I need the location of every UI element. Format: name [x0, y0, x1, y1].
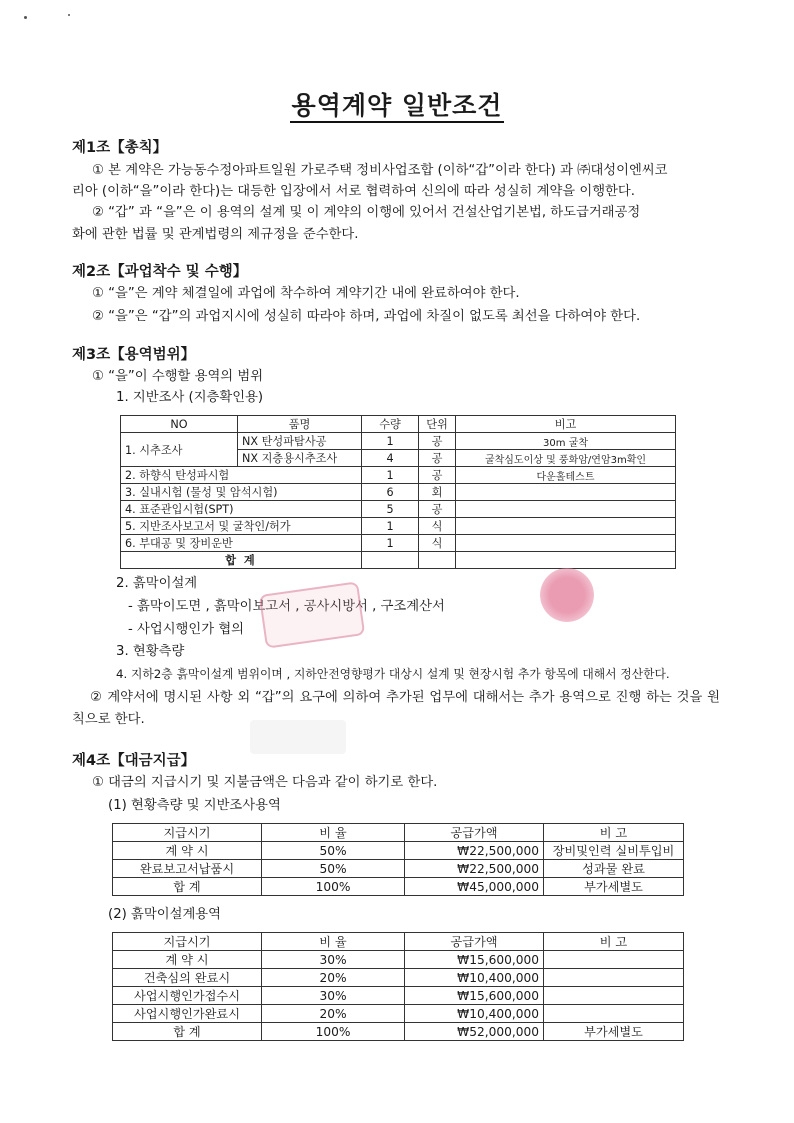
- item-name: NX 탄성파탐사공: [238, 433, 362, 450]
- unit: 회: [419, 484, 456, 501]
- note: [544, 1005, 684, 1023]
- note: 30m 굴착: [456, 433, 676, 450]
- article-3-heading: 제3조【용역범위】: [72, 347, 196, 363]
- quantity: 4: [362, 450, 419, 467]
- article-3-sub-4: 4. 지하2층 흙막이설계 범위이며 , 지하안전영향평가 대상시 설계 및 현장시험 추가 항목에 대해서 정산한다.: [116, 667, 670, 681]
- article-4-para-1: ① 대금의 지급시기 및 지불금액은 다음과 같이 하기로 한다.: [92, 775, 438, 790]
- article-3-sub-1: 1. 지반조사 (지층확인용): [116, 390, 264, 405]
- table-header: 비 고: [544, 933, 684, 951]
- amount: ₩52,000,000: [405, 1023, 544, 1041]
- ground-survey-table: [120, 415, 676, 569]
- payment-time: 건축심의 완료시: [113, 969, 262, 987]
- article-2-para-2: ② “을”은 “갑”의 과업지시에 성실히 따라야 하며, 과업에 차질이 없도록 최선을 다하여야 한다.: [92, 309, 641, 324]
- payment-table-survey: [112, 823, 684, 896]
- table-header: 단위: [419, 416, 456, 433]
- note: 다운홀테스트: [456, 467, 676, 484]
- unit: 식: [419, 535, 456, 552]
- item-name: 4. 표준관입시험(SPT): [121, 501, 362, 518]
- note: [456, 535, 676, 552]
- table-row: [113, 951, 684, 969]
- unit: 공: [419, 433, 456, 450]
- amount: ₩15,600,000: [405, 951, 544, 969]
- amount: ₩10,400,000: [405, 1005, 544, 1023]
- table-row: [113, 969, 684, 987]
- payment-time: 계 약 시: [113, 951, 262, 969]
- unit: 공: [419, 501, 456, 518]
- table-total-row: [113, 1023, 684, 1041]
- note: 부가세별도: [544, 878, 684, 896]
- table-total-row: [121, 552, 676, 569]
- ratio: 20%: [262, 1005, 405, 1023]
- ratio: 100%: [262, 878, 405, 896]
- article-1-para-2-line-1: ② “갑” 과 “을”은 이 용역의 설계 및 이 계약의 이행에 있어서 건설산업기본법, 하도급거래공정: [92, 205, 641, 220]
- table-row: [113, 987, 684, 1005]
- item-name: 6. 부대공 및 장비운반: [121, 535, 362, 552]
- table-header: 품명: [238, 416, 362, 433]
- payment-table-2-caption: (2) 흙막이설계용역: [108, 907, 221, 922]
- quantity: 5: [362, 501, 419, 518]
- table-row: [121, 501, 676, 518]
- article-2-para-1: ① “을”은 계약 체결일에 과업에 착수하여 계약기간 내에 완료하여야 한다.: [92, 286, 520, 301]
- table-header: 공급가액: [405, 824, 544, 842]
- article-3-sub-2-b: - 사업시행인가 협의: [128, 622, 245, 637]
- article-3-para-1: ① “을”이 수행할 용역의 범위: [92, 369, 264, 384]
- table-row: [121, 535, 676, 552]
- unit: 공: [419, 467, 456, 484]
- table-row: [113, 842, 684, 860]
- article-1-para-1-line-2: 리아 (이하“을”이라 한다)는 대등한 입장에서 서로 협력하여 신의에 따라 성실히 계약을 이행한다.: [72, 184, 635, 199]
- ratio: 20%: [262, 969, 405, 987]
- approval-stamp: [259, 581, 366, 648]
- note: [544, 969, 684, 987]
- payment-time: 완료보고서납품시: [113, 860, 262, 878]
- article-1-para-1-line-1: ① 본 계약은 가능동수정아파트일원 가로주택 정비사업조합 (이하“갑”이라 한다) 과 ㈜대성이엔씨코: [92, 163, 668, 178]
- payment-table-1-caption: (1) 현황측량 및 지반조사용역: [108, 798, 281, 813]
- payment-time: 사업시행인가완료시: [113, 1005, 262, 1023]
- table-header: 수량: [362, 416, 419, 433]
- item-name: 5. 지반조사보고서 및 굴착인/허가: [121, 518, 362, 535]
- note: 성과물 완료: [544, 860, 684, 878]
- table-header: 비 고: [544, 824, 684, 842]
- item-name: NX 지층용시추조사: [238, 450, 362, 467]
- unit: 식: [419, 518, 456, 535]
- quantity: 1: [362, 467, 419, 484]
- quantity: 1: [362, 518, 419, 535]
- table-row: [121, 433, 676, 450]
- table-total-row: [113, 878, 684, 896]
- amount: ₩10,400,000: [405, 969, 544, 987]
- faint-stamp: [250, 720, 346, 754]
- article-4-heading: 제4조【대금지급】: [72, 753, 196, 769]
- table-header: 지급시기: [113, 824, 262, 842]
- item-name: 3. 실내시험 (물성 및 암석시험): [121, 484, 362, 501]
- table-header: 비 율: [262, 824, 405, 842]
- total-label: 합 계: [121, 552, 362, 569]
- payment-time: 사업시행인가접수시: [113, 987, 262, 1005]
- table-header: 비고: [456, 416, 676, 433]
- unit: 공: [419, 450, 456, 467]
- note: [544, 987, 684, 1005]
- quantity: 1: [362, 433, 419, 450]
- article-3-sub-3: 3. 현황측량: [116, 644, 185, 659]
- quantity: 6: [362, 484, 419, 501]
- table-row: [121, 484, 676, 501]
- article-2-heading: 제2조【과업착수 및 수행】: [72, 264, 248, 280]
- article-1-para-2-line-2: 화에 관한 법률 및 관계법령의 제규정을 준수한다.: [72, 227, 359, 242]
- note: [456, 484, 676, 501]
- note: 부가세별도: [544, 1023, 684, 1041]
- payment-table-retaining-wall: [112, 932, 684, 1041]
- ratio: 30%: [262, 951, 405, 969]
- table-header: NO: [121, 416, 238, 433]
- ratio: 30%: [262, 987, 405, 1005]
- payment-time: 계 약 시: [113, 842, 262, 860]
- note: [456, 518, 676, 535]
- document-title: 용역계약 일반조건: [0, 86, 794, 122]
- table-row: [121, 518, 676, 535]
- quantity: 1: [362, 535, 419, 552]
- note: [456, 501, 676, 518]
- scan-speck: [68, 14, 70, 16]
- scan-speck: [24, 16, 27, 19]
- table-header: 비 율: [262, 933, 405, 951]
- payment-time: 합 계: [113, 1023, 262, 1041]
- ratio: 50%: [262, 842, 405, 860]
- note: 굴착심도이상 및 풍화암/연암3m확인: [456, 450, 676, 467]
- article-1-heading: 제1조【총칙】: [72, 140, 168, 156]
- amount: ₩22,500,000: [405, 860, 544, 878]
- amount: ₩22,500,000: [405, 842, 544, 860]
- table-row: [113, 860, 684, 878]
- ratio: 50%: [262, 860, 405, 878]
- group-label: 1. 시추조사: [121, 433, 238, 467]
- company-seal: [540, 568, 594, 622]
- table-row: [113, 1005, 684, 1023]
- article-3-sub-2: 2. 흙막이설계: [116, 576, 198, 591]
- table-header: 지급시기: [113, 933, 262, 951]
- article-3-para-2: ② 계약서에 명시된 사항 외 “갑”의 요구에 의하여 추가된 업무에 대해서는 추가 용역으로 진행 하는 것을 원칙으로 한다.: [72, 690, 720, 727]
- ratio: 100%: [262, 1023, 405, 1041]
- amount: ₩15,600,000: [405, 987, 544, 1005]
- table-row: [121, 467, 676, 484]
- note: [544, 951, 684, 969]
- article-3-sub-2-a: - 흙막이도면 , 흙막이보고서 , 공사시방서 , 구조계산서: [128, 599, 445, 614]
- note: 장비및인력 실비투입비: [544, 842, 684, 860]
- table-header: 공급가액: [405, 933, 544, 951]
- payment-time: 합 계: [113, 878, 262, 896]
- amount: ₩45,000,000: [405, 878, 544, 896]
- item-name: 2. 하향식 탄성파시험: [121, 467, 362, 484]
